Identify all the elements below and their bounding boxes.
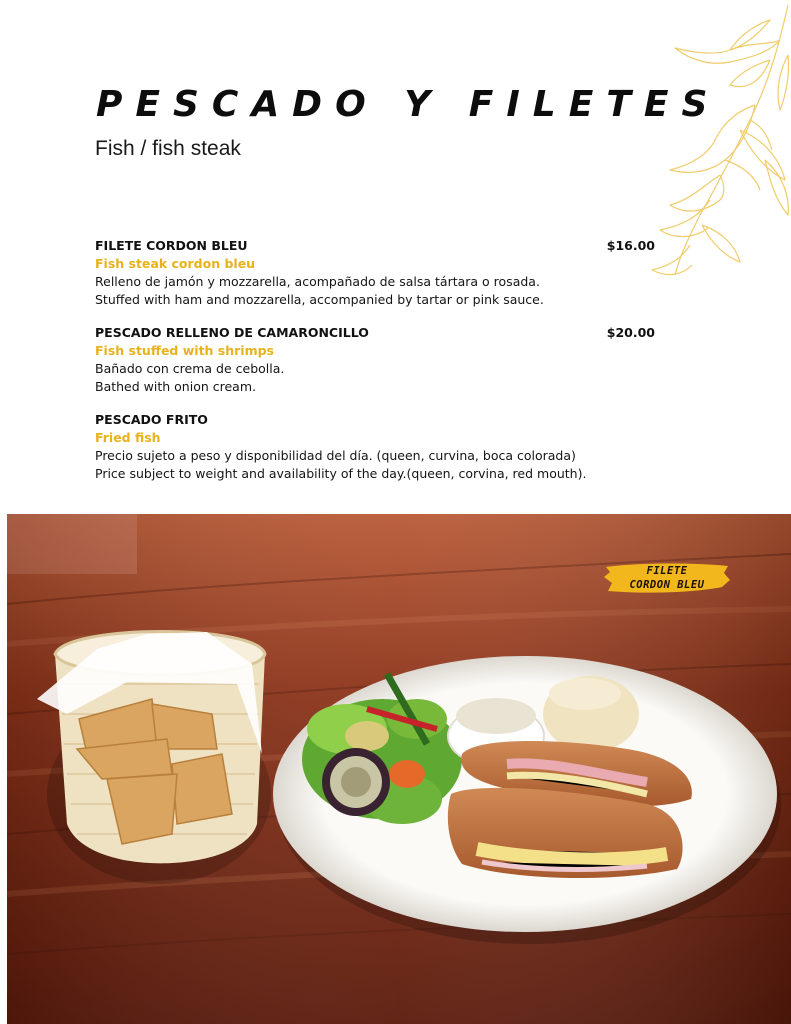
item-price: $16.00 [606, 238, 655, 253]
cordon-bleu-fillet [448, 741, 692, 878]
bread-basket [37, 632, 271, 885]
item-name: PESCADO RELLENO DE CAMARONCILLO [95, 325, 369, 340]
menu-item-pescado-relleno [95, 324, 655, 396]
page-subtitle: Fish / fish steak [95, 137, 241, 160]
item-price: $20.00 [606, 325, 655, 340]
item-name: FILETE CORDON BLEU [95, 238, 248, 253]
item-description-en: Bathed with onion cream. [95, 379, 256, 394]
photo-tag [602, 561, 732, 595]
photo-tag-line1: FILETE [646, 565, 688, 577]
rice [543, 676, 639, 752]
menu-item-cordon-bleu [95, 237, 655, 309]
item-name: PESCADO FRITO [95, 412, 208, 427]
photo-tag-line2: CORDON BLEU [629, 579, 705, 591]
page-title: PESCADO Y FILETES [96, 84, 721, 125]
item-description-en: Price subject to weight and availability of the day.(queen, corvina, red mouth). [95, 466, 587, 481]
item-english-name: Fried fish [95, 430, 161, 445]
item-description-es: Precio sujeto a peso y disponibilidad del día. (queen, curvina, boca colorada) [95, 448, 576, 463]
item-description-en: Stuffed with ham and mozzarella, accompanied by tartar or pink sauce. [95, 292, 544, 307]
item-english-name: Fish stuffed with shrimps [95, 343, 274, 358]
item-description-es: Bañado con crema de cebolla. [95, 361, 285, 376]
item-english-name: Fish steak cordon bleu [95, 256, 256, 271]
menu-item-pescado-frito [95, 411, 655, 483]
item-description-es: Relleno de jamón y mozzarella, acompañado de salsa tártara o rosada. [95, 274, 540, 289]
